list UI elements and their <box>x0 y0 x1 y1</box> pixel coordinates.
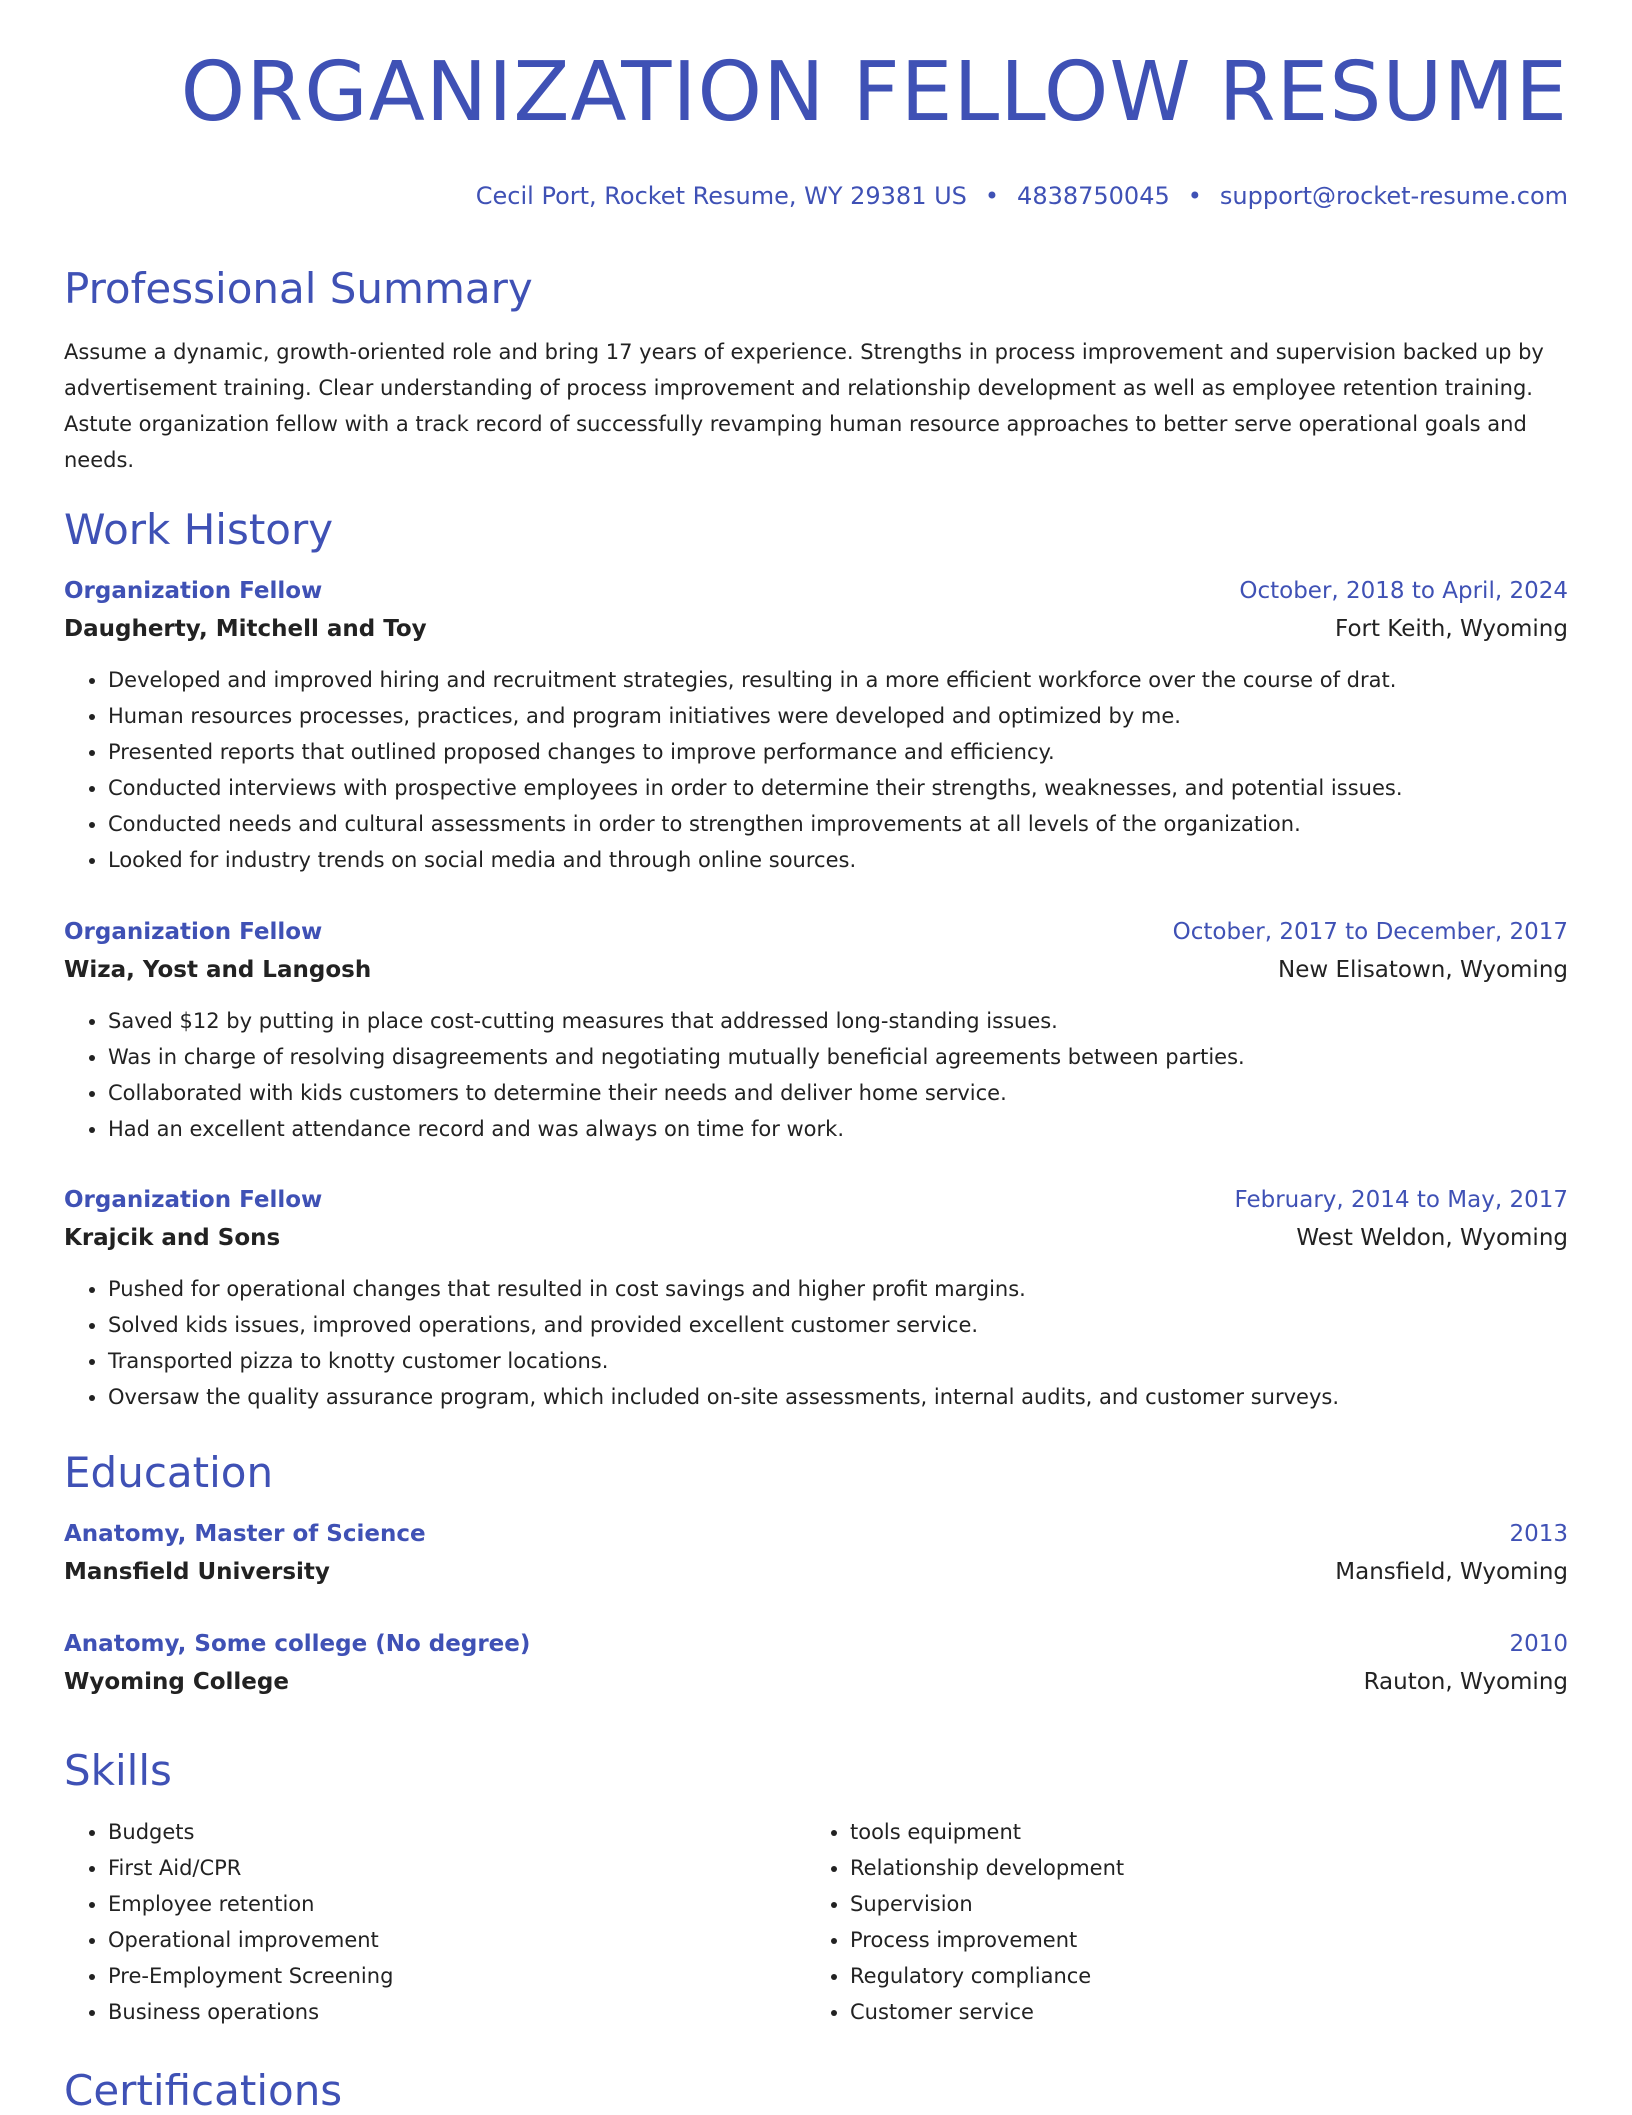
education-year: 2013 <box>1509 1521 1568 1547</box>
job-bullets <box>64 1003 1568 1147</box>
education-year: 2010 <box>1509 1631 1568 1657</box>
job-bullet: • Collaborated with kids customers to determine their needs and deliver home service. <box>108 1075 1568 1111</box>
job-company-row <box>64 1219 1568 1257</box>
section-heading-education: Education <box>64 1448 274 1497</box>
job-title-row <box>64 572 1568 610</box>
skill-item: • Operational improvement <box>108 1922 764 1958</box>
job-company: Daugherty, Mitchell and Toy <box>64 616 427 642</box>
job-entry <box>64 572 1568 878</box>
resume-title: ORGANIZATION FELLOW RESUME <box>180 45 1568 140</box>
skill-item: • Pre-Employment Screening <box>108 1958 764 1994</box>
skill-item: • Regulatory compliance <box>850 1958 1506 1994</box>
contact-separator: • <box>1187 182 1202 210</box>
skill-item: • Process improvement <box>850 1922 1506 1958</box>
education-degree: Anatomy, Some college (No degree) <box>64 1631 531 1657</box>
job-bullet: • Transported pizza to knotty customer locations. <box>108 1343 1568 1379</box>
job-bullet: • Oversaw the quality assurance program, which included on-site assessments, internal audits, and customer surveys. <box>108 1379 1568 1415</box>
skills-column-left <box>64 1814 764 2030</box>
education-location: Mansfield, Wyoming <box>1335 1559 1568 1585</box>
skill-item: • Customer service <box>850 1994 1506 2030</box>
skills-column-right <box>806 1814 1506 2030</box>
contact-email[interactable]: support@rocket-resume.com <box>1219 182 1568 210</box>
skill-item: • Business operations <box>108 1994 764 2030</box>
job-company-row <box>64 951 1568 989</box>
job-role: Organization Fellow <box>64 1187 323 1213</box>
job-location: New Elisatown, Wyoming <box>1278 957 1568 983</box>
job-location: West Weldon, Wyoming <box>1296 1225 1568 1251</box>
job-bullet: • Conducted interviews with prospective employees in order to determine their strengths, weaknesses, and potential issues. <box>108 770 1568 806</box>
job-bullet: • Had an excellent attendance record and was always on time for work. <box>108 1111 1568 1147</box>
job-company: Wiza, Yost and Langosh <box>64 957 372 983</box>
summary-text: Assume a dynamic, growth-oriented role and bring 17 years of experience. Strengths in process improvement and supervision backed up by advertisement training. Clear understanding of process improvement and relationship development as well as employee retention training. Astute organization fellow with a track record of successfully revamping human resource approaches to better serve operational goals and needs. <box>64 340 1544 472</box>
job-bullet: • Pushed for operational changes that resulted in cost savings and higher profit margins. <box>108 1271 1568 1307</box>
section-heading-summary: Professional Summary <box>64 264 533 313</box>
job-bullet: • Human resources processes, practices, and program initiatives were developed and optimized by me. <box>108 698 1568 734</box>
contact-line <box>476 182 1568 210</box>
section-heading-work-history: Work History <box>64 505 334 554</box>
education-degree-row <box>64 1515 1568 1553</box>
skill-item: • Budgets <box>108 1814 764 1850</box>
skill-item: • First Aid/CPR <box>108 1850 764 1886</box>
education-degree: Anatomy, Master of Science <box>64 1521 426 1547</box>
job-bullet: • Looked for industry trends on social media and through online sources. <box>108 842 1568 878</box>
job-title-row <box>64 1181 1568 1219</box>
job-entry <box>64 1181 1568 1415</box>
skill-item: • Relationship development <box>850 1850 1506 1886</box>
job-dates: October, 2018 to April, 2024 <box>1239 578 1568 604</box>
job-title-row <box>64 913 1568 951</box>
education-location: Rauton, Wyoming <box>1363 1669 1568 1695</box>
skills-list <box>806 1814 1506 2030</box>
education-school: Mansfield University <box>64 1559 330 1585</box>
job-bullet: • Saved $12 by putting in place cost-cutting measures that addressed long-standing issues. <box>108 1003 1568 1039</box>
contact-separator: • <box>984 182 1000 210</box>
job-bullet: • Was in charge of resolving disagreements and negotiating mutually beneficial agreements between parties. <box>108 1039 1568 1075</box>
job-entry <box>64 913 1568 1147</box>
skills-list <box>64 1814 764 2030</box>
skill-item: • tools equipment <box>850 1814 1506 1850</box>
job-location: Fort Keith, Wyoming <box>1335 616 1568 642</box>
education-school: Wyoming College <box>64 1669 289 1695</box>
job-dates: February, 2014 to May, 2017 <box>1234 1187 1568 1213</box>
skill-item: • Supervision <box>850 1886 1506 1922</box>
job-company-row <box>64 610 1568 648</box>
job-role: Organization Fellow <box>64 578 323 604</box>
contact-phone: 4838750045 <box>1017 182 1170 210</box>
job-bullet: • Solved kids issues, improved operations, and provided excellent customer service. <box>108 1307 1568 1343</box>
skill-item: • Employee retention <box>108 1886 764 1922</box>
job-bullets <box>64 662 1568 878</box>
section-heading-skills: Skills <box>64 1746 172 1795</box>
job-bullet: • Conducted needs and cultural assessments in order to strengthen improvements at all levels of the organization. <box>108 806 1568 842</box>
education-entry <box>64 1515 1568 1591</box>
contact-address: Cecil Port, Rocket Resume, WY 29381 US <box>475 182 967 210</box>
job-bullet: • Presented reports that outlined proposed changes to improve performance and efficiency. <box>108 734 1568 770</box>
job-role: Organization Fellow <box>64 919 323 945</box>
job-bullet: • Developed and improved hiring and recruitment strategies, resulting in a more efficient workforce over the course of drat. <box>108 662 1568 698</box>
education-degree-row <box>64 1625 1568 1663</box>
job-bullets <box>64 1271 1568 1415</box>
education-school-row <box>64 1553 1568 1591</box>
job-dates: October, 2017 to December, 2017 <box>1172 919 1568 945</box>
section-heading-certifications: Certifications <box>64 2066 343 2115</box>
education-entry <box>64 1625 1568 1701</box>
education-school-row <box>64 1663 1568 1701</box>
job-company: Krajcik and Sons <box>64 1225 281 1251</box>
